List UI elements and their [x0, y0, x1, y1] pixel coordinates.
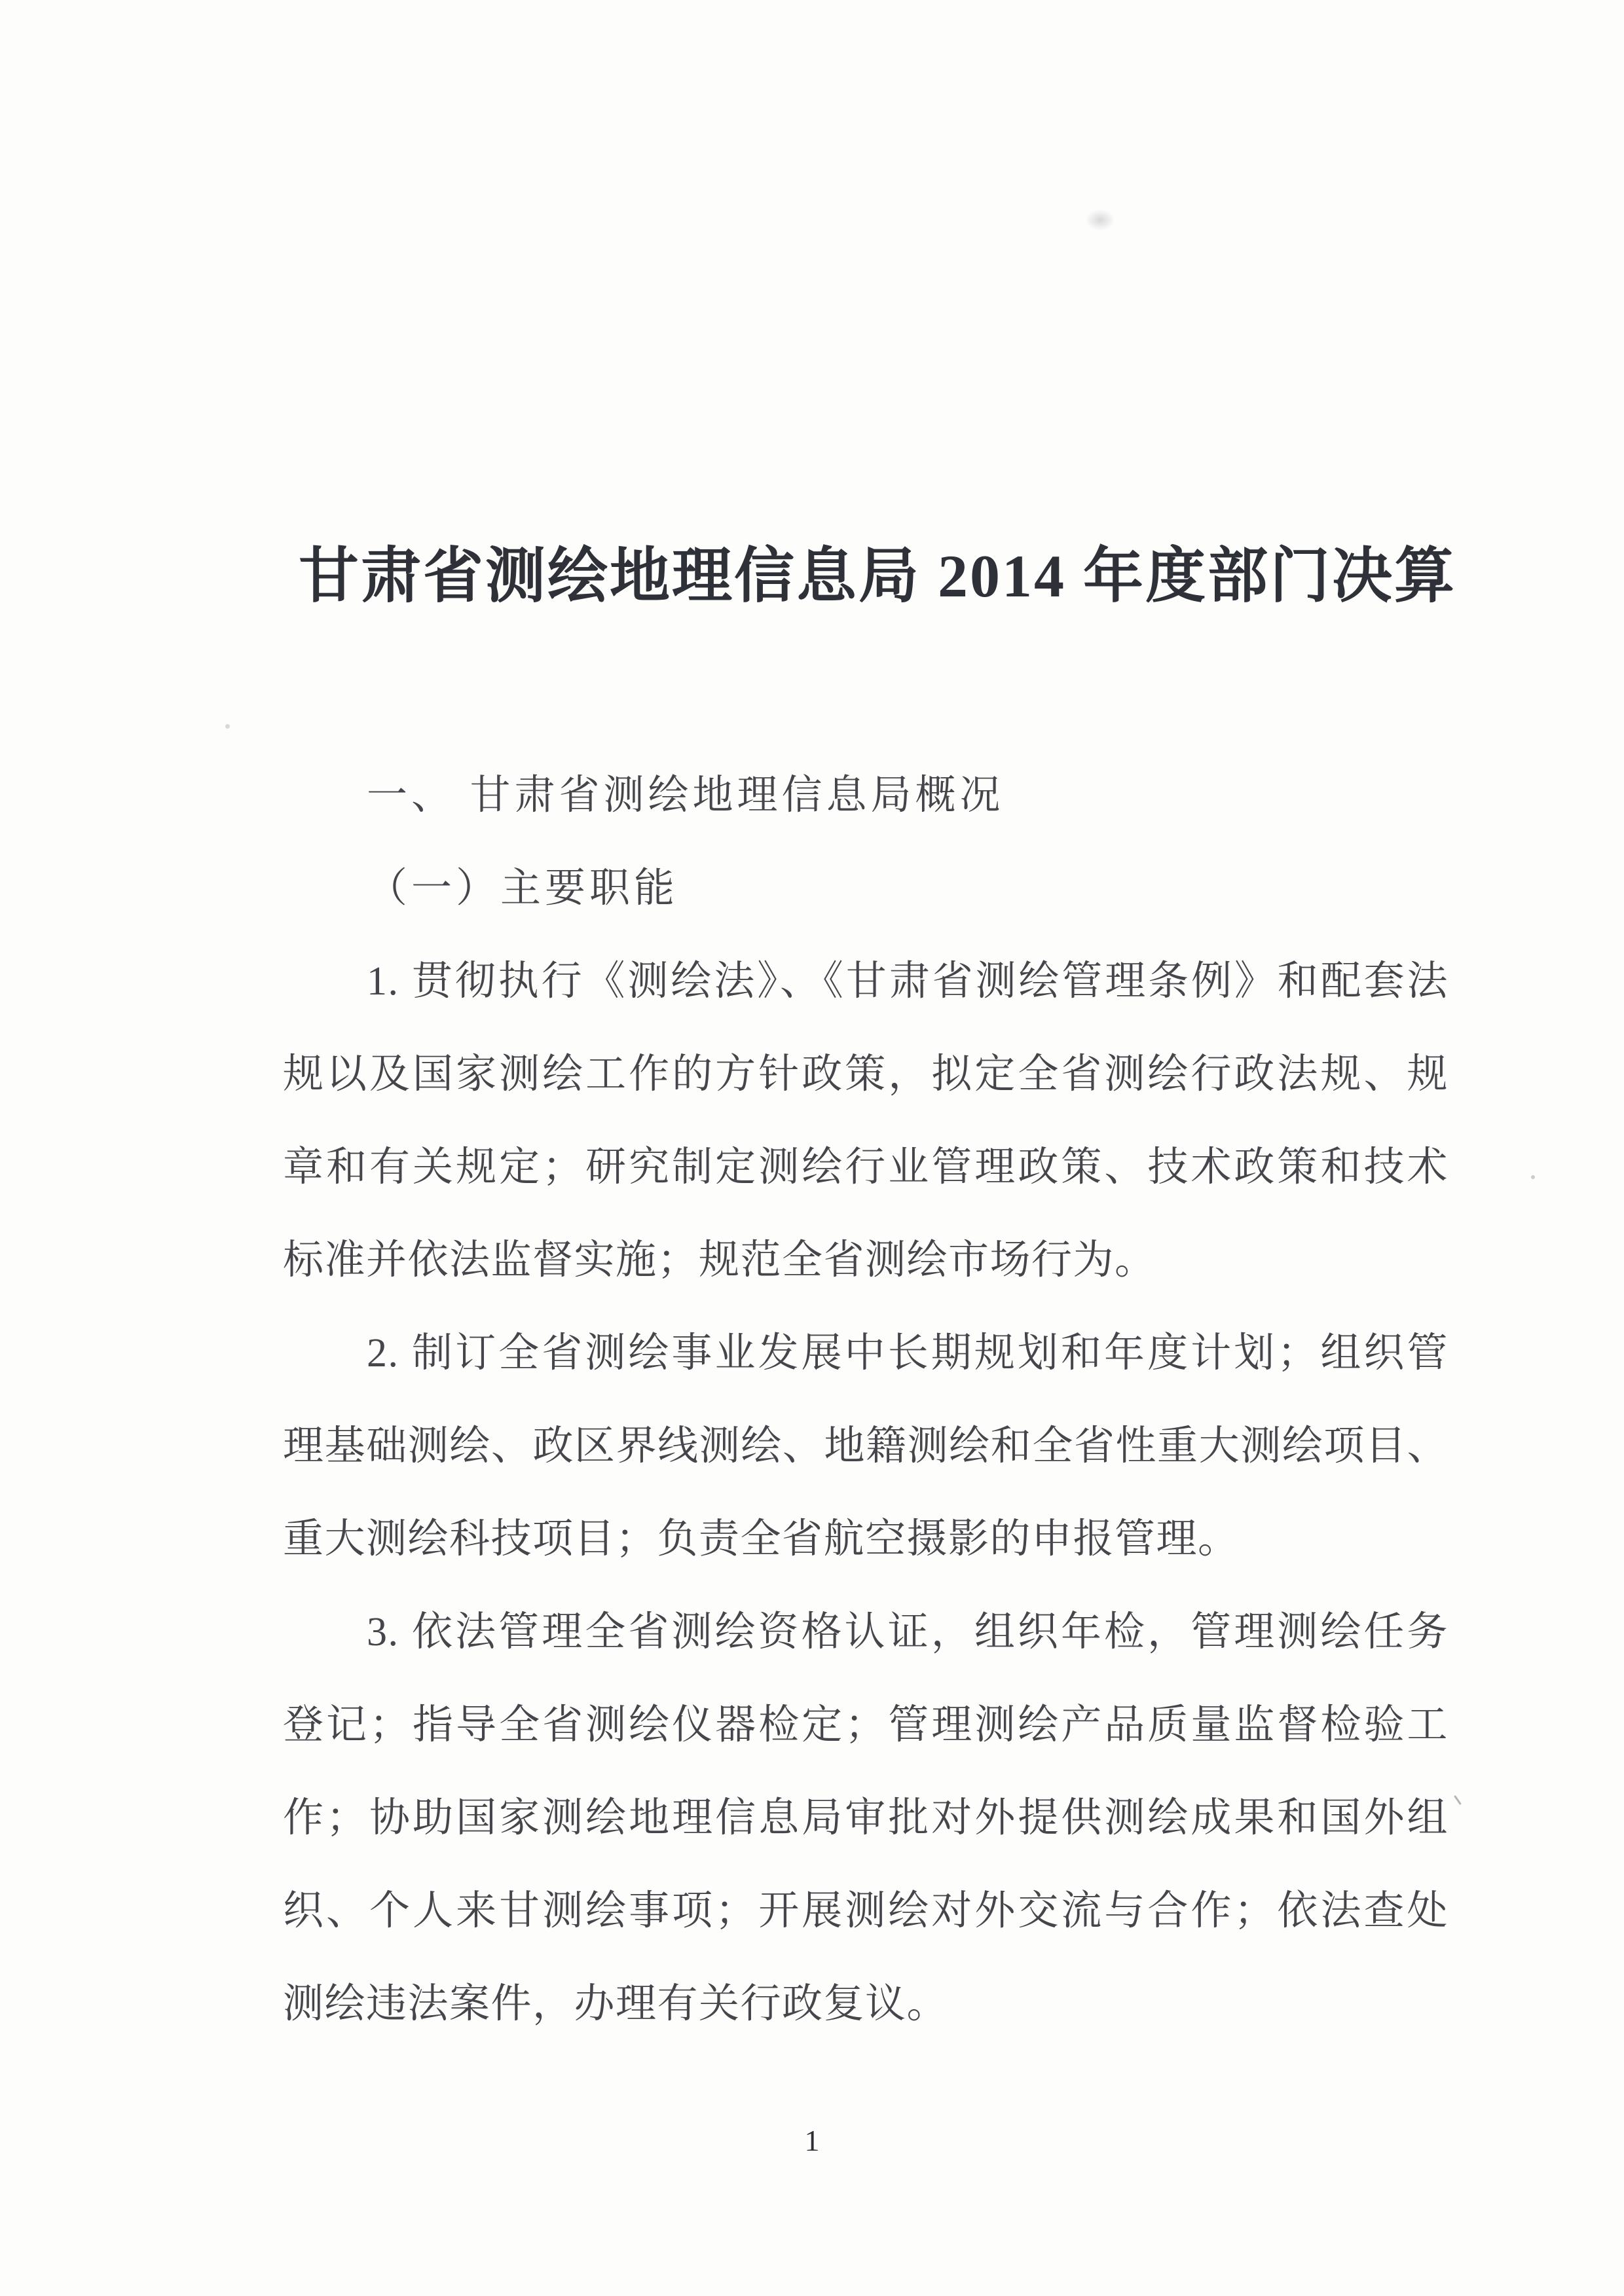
body-line: 规以及国家测绘工作的方针政策，拟定全省测绘行政法规、规	[283, 1052, 1449, 1097]
body-line: 测绘违法案件，办理有关行政复议。	[283, 1982, 949, 2026]
scan-artifact	[1454, 1795, 1462, 1805]
body-line: 1. 贯彻执行《测绘法》、《甘肃省测绘管理条例》和配套法	[367, 959, 1449, 1004]
body-line: 2. 制订全省测绘事业发展中长期规划和年度计划；组织管	[367, 1331, 1449, 1376]
body-line: 作；协助国家测绘地理信息局审批对外提供测绘成果和国外组	[283, 1796, 1449, 1840]
document-body	[283, 749, 1449, 2050]
body-line: 理基础测绘、政区界线测绘、地籍测绘和全省性重大测绘项目、	[283, 1424, 1449, 1468]
body-line: 3. 依法管理全省测绘资格认证，组织年检，管理测绘任务	[367, 1610, 1449, 1654]
scan-artifact	[1531, 1175, 1535, 1179]
subsection-heading: （一）主要职能	[367, 866, 679, 911]
body-line: 重大测绘科技项目；负责全省航空摄影的申报管理。	[283, 1517, 1240, 1561]
scan-artifact	[1079, 204, 1121, 236]
section-heading: 一、 甘肃省测绘地理信息局概况	[367, 773, 1005, 818]
body-line: 标准并依法监督实施；规范全省测绘市场行为。	[283, 1238, 1156, 1283]
page-number: 1	[804, 2124, 820, 2157]
body-line: 登记；指导全省测绘仪器检定；管理测绘产品质量监督检验工	[283, 1703, 1449, 1747]
body-line: 章和有关规定；研究制定测绘行业管理政策、技术政策和技术	[283, 1145, 1449, 1190]
document-title: 甘肃省测绘地理信息局 2014 年度部门决算	[298, 543, 1456, 610]
scan-artifact	[225, 724, 230, 729]
body-line: 织、个人来甘测绘事项；开展测绘对外交流与合作；依法查处	[283, 1889, 1449, 1933]
